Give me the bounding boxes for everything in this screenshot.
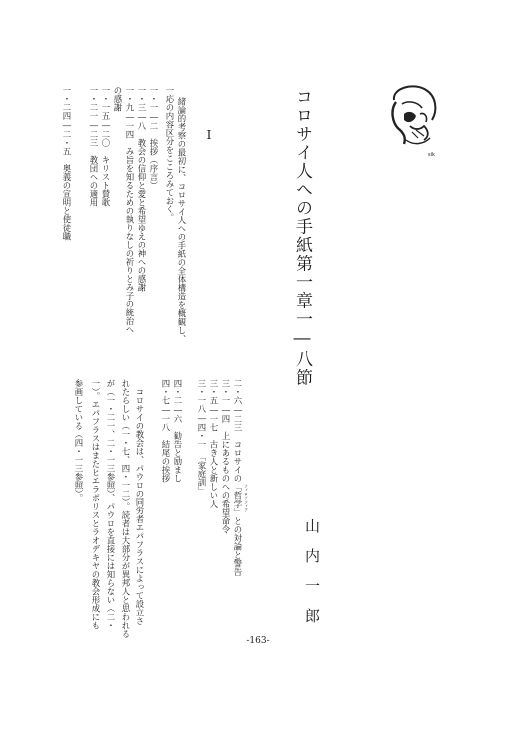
outline-item: 三・一八―四・一 「家庭訓」 bbox=[197, 379, 207, 496]
intro-line: 緒論的考察の最初に、コロサイ人への手紙の全体構造を概観し、 bbox=[177, 97, 187, 344]
closing-line: 参画している（四・一三参照）。 bbox=[74, 379, 84, 503]
article-title: コロサイ人への手紙第一章一―八節 bbox=[292, 88, 312, 387]
outline-item: 三・一―四 上にあるものへの希望命令 bbox=[221, 379, 231, 534]
page-number: -163- bbox=[246, 636, 270, 646]
outline-item: 四・七―一八 結尾の挨拶 bbox=[161, 379, 171, 483]
closing-line: コロサイの教会は、パウロの同労者エパフラスによって設立さ bbox=[135, 379, 145, 626]
outline-item: 一・一五―二〇 キリスト賛歌 bbox=[101, 86, 111, 207]
outline-item: 一・三―八 教会の信仰と愛と希望ゆえの神への感謝 bbox=[137, 86, 147, 292]
closing-line: が（一・二一、二・一三参照）、パウロを直接には知らない（二・ bbox=[106, 379, 116, 630]
svg-text:sik: sik bbox=[428, 152, 435, 158]
outline-item: 四・二―六 勧告と励まし bbox=[173, 379, 183, 483]
outline-item: 一・一―二 挨拶（序言） bbox=[149, 86, 159, 190]
ruby-annotation: フィロソフィア bbox=[244, 484, 249, 512]
face-sketch-icon bbox=[384, 80, 442, 160]
author-name: 山 内 一 郎 bbox=[303, 518, 321, 623]
outline-item: の感謝 bbox=[113, 86, 123, 112]
closing-line: 一）。エパフラスはまたヒエラポリスとラオデキヤの教会形成にも bbox=[91, 379, 101, 630]
section-numeral: Ⅰ bbox=[202, 128, 216, 142]
outline-item: 三・五―一七 古き人と新しい人 bbox=[209, 379, 219, 508]
outline-item: 一・九―一四 み旨を知るための執りなしの祈りとみ子の統治へ bbox=[125, 86, 135, 334]
closing-line: れたらしい（一・七、四・一二）。読者は大部分が異邦人と思われる bbox=[121, 379, 131, 638]
intro-line: 一応の内容区分をこころみておく。 bbox=[165, 86, 175, 222]
outline-item: 二・六―二三 コロサイの「哲学」との対論と警告 bbox=[233, 379, 243, 576]
outline-item: 一・二四―二・五 奥義の宣明と使徒職 bbox=[62, 86, 72, 241]
outline-item: 一・二一―二三 教団への適用 bbox=[89, 86, 99, 207]
